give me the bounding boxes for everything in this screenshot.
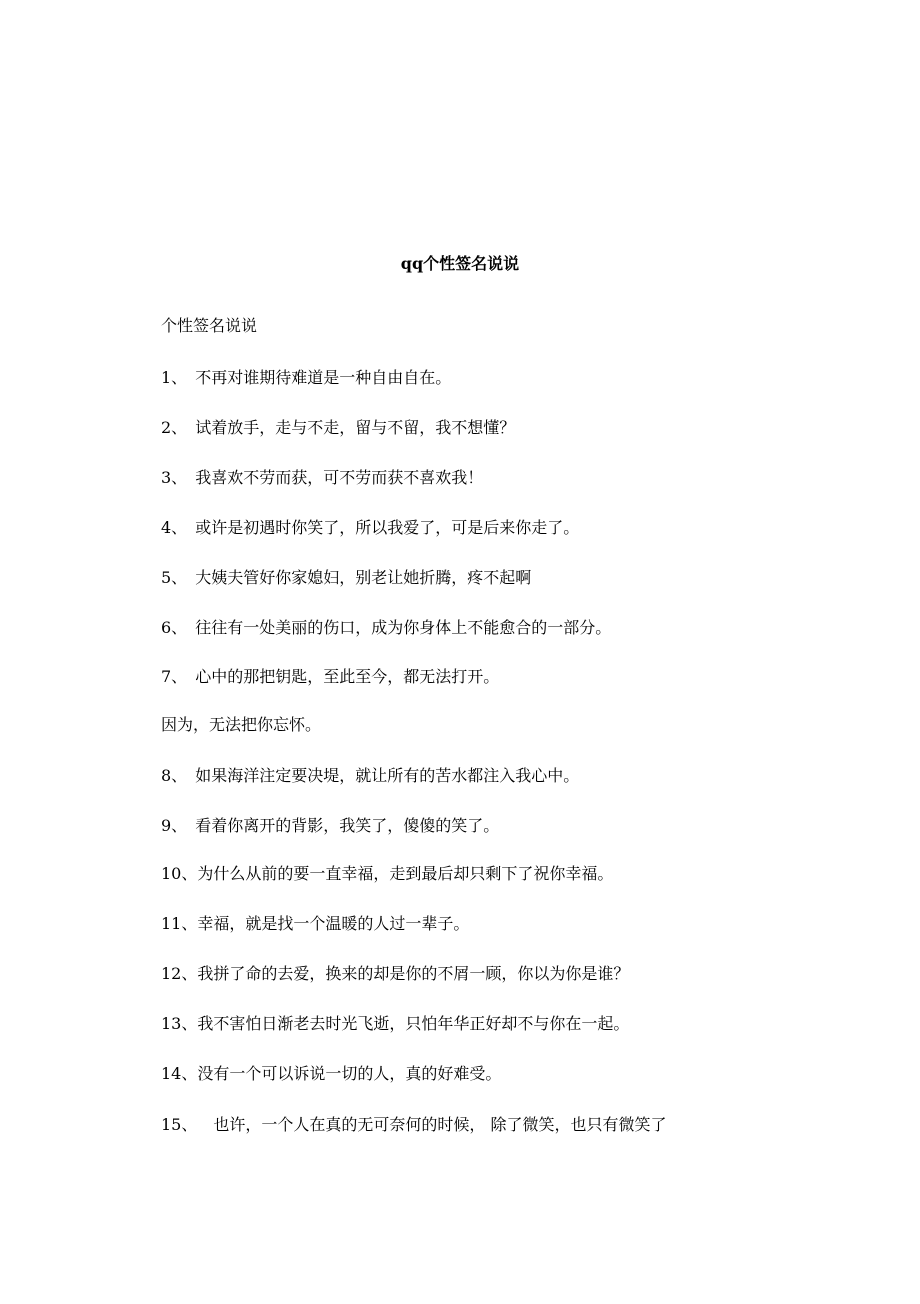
list-item <box>161 466 483 490</box>
section-heading: 个性签名说说 <box>161 316 258 335</box>
document-title: qq个性签名说说 <box>400 254 520 273</box>
list-item <box>161 516 579 540</box>
item-text: 我喜欢不劳而获，可不劳而获不喜欢我！ <box>195 468 484 487</box>
item-text: 看着你离开的背影，我笑了，傻傻的笑了。 <box>195 816 500 835</box>
item-number: 3、 <box>161 468 188 487</box>
item-text: 试着放手，走与不走，留与不留，我不想懂？ <box>195 418 516 437</box>
item-number: 8、 <box>161 766 188 785</box>
item-text: 我不害怕日渐老去时光飞逝，只怕年华正好却不与你在一起。 <box>197 1014 630 1033</box>
item-text: 因为，无法把你忘怀。 <box>161 715 322 734</box>
list-item <box>161 764 579 788</box>
item-number: 2、 <box>161 418 188 437</box>
list-item <box>161 566 531 590</box>
item-text: 往往有一处美丽的伤口，成为你身体上不能愈合的一部分。 <box>195 618 612 637</box>
item-number: 12、 <box>161 964 198 983</box>
list-item <box>161 912 469 936</box>
item-number: 13、 <box>161 1014 198 1033</box>
item-text: 没有一个可以诉说一切的人，真的好难受。 <box>197 1064 502 1083</box>
list-item <box>161 1062 501 1086</box>
item-text: 大姨夫管好你家媳妇，别老让她折腾，疼不起啊 <box>195 568 532 587</box>
item-number: 15、 <box>161 1115 198 1134</box>
item-text: 心中的那把钥匙，至此至今，都无法打开。 <box>195 667 500 686</box>
list-item <box>161 862 613 886</box>
list-item <box>161 1113 666 1137</box>
item-text: 也许，一个人在真的无可奈何的时候， 除了微笑，也只有微笑了 <box>213 1115 667 1134</box>
item-number: 11、 <box>161 914 198 933</box>
list-item <box>161 616 611 640</box>
item-text: 如果海洋注定要决堤，就让所有的苦水都注入我心中。 <box>195 766 580 785</box>
item-text: 我拼了命的去爱，换来的却是你的不屑一顾，你以为你是谁？ <box>197 964 630 983</box>
item-number: 7、 <box>161 667 188 686</box>
item-number: 1、 <box>161 368 188 387</box>
item-number: 9、 <box>161 816 188 835</box>
list-item <box>161 366 451 390</box>
item-number: 6、 <box>161 618 188 637</box>
item-number: 4、 <box>161 518 188 537</box>
list-item <box>161 814 499 838</box>
item-number: 14、 <box>161 1064 198 1083</box>
item-number: 5、 <box>161 568 188 587</box>
item-number: 10、 <box>161 864 198 883</box>
list-item <box>161 962 629 986</box>
list-item <box>161 416 515 440</box>
item-text: 不再对谁期待难道是一种自由自在。 <box>195 368 452 387</box>
list-item <box>161 665 499 689</box>
list-item-continuation <box>161 713 321 737</box>
item-text: 或许是初遇时你笑了，所以我爱了，可是后来你走了。 <box>195 518 580 537</box>
item-text: 幸福，就是找一个温暖的人过一辈子。 <box>197 914 470 933</box>
item-text: 为什么从前的要一直幸福，走到最后却只剩下了祝你幸福。 <box>197 864 614 883</box>
list-item <box>161 1012 629 1036</box>
